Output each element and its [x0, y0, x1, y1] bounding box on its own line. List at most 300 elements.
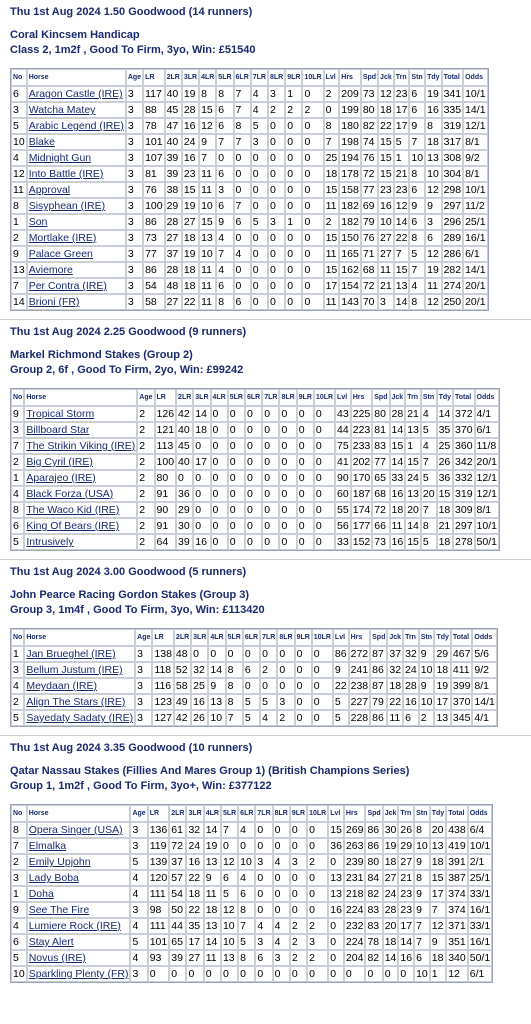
cell-total: 12: [446, 966, 468, 982]
cell-10lr: 0: [302, 246, 323, 262]
cell-6lr: 0: [245, 422, 262, 438]
table-row: [11, 822, 492, 838]
cell-spd: 68: [361, 262, 378, 278]
cell-tdy: 18: [437, 502, 453, 518]
cell-age: 3: [126, 278, 143, 294]
cell-hrs: 204: [345, 952, 364, 964]
cell-5lr: 7: [221, 822, 238, 838]
table-row: [11, 118, 488, 134]
cell-9lr: 0: [297, 502, 314, 518]
column-header-10lr: 10LR: [302, 69, 323, 86]
column-header-2lr: 2LR: [176, 389, 193, 406]
cell-7lr: 0: [251, 230, 268, 246]
cell-hrs: 225: [352, 408, 371, 420]
cell-10lr: 0: [307, 822, 328, 838]
cell-horse: [27, 182, 126, 198]
horse-link[interactable]: Meydaan (IRE): [26, 680, 97, 692]
cell-6lr: 7: [234, 134, 251, 150]
cell-tdy: 18: [430, 854, 446, 870]
race-title: Thu 1st Aug 2024 1.50 Goodwood (14 runners): [10, 6, 253, 18]
cell-9lr: 0: [297, 422, 314, 438]
cell-horse: [27, 246, 126, 262]
cell-7lr: 0: [260, 646, 277, 662]
cell-10lr: 0: [302, 230, 323, 246]
column-header-hrs: Hrs: [344, 805, 366, 822]
horse-link[interactable]: Watcha Matey: [28, 104, 96, 116]
horse-link[interactable]: Mortlake (IRE): [28, 232, 97, 244]
cell-spd: 68: [372, 486, 389, 502]
cell-4lr: 11: [199, 262, 216, 278]
table-row: [11, 646, 497, 662]
horse-link[interactable]: Sayedaty Sadaty (IRE): [26, 712, 134, 724]
cell-lr: 116: [152, 678, 174, 694]
cell-6lr: 7: [234, 102, 251, 118]
cell-spd: 86: [370, 662, 387, 678]
column-header-horse: Horse: [27, 69, 126, 86]
cell-6lr: 0: [234, 262, 251, 278]
cell-4lr: 0: [211, 438, 228, 454]
cell-spd: 79: [361, 214, 378, 230]
horse-link[interactable]: Son: [28, 216, 48, 228]
cell-horse: [24, 694, 135, 710]
column-header-odds: Odds: [463, 69, 487, 86]
cell-7lr: 0: [262, 534, 279, 550]
cell-2lr: 39: [165, 166, 182, 182]
cell-total: 332: [455, 472, 473, 484]
cell-6lr: 0: [245, 406, 262, 422]
cell-10lr: 0: [302, 118, 323, 134]
cell-4lr: 0: [211, 534, 228, 550]
cell-6lr: 10: [238, 854, 255, 870]
cell-9lr: 0: [290, 838, 307, 854]
column-header-lvl: Lvl: [333, 629, 349, 646]
column-header-lr: LR: [152, 629, 174, 646]
cell-spd: 86: [370, 710, 387, 726]
cell-lr: 86: [143, 262, 165, 278]
cell-9lr: 0: [285, 166, 302, 182]
cell-trn: 21: [400, 872, 413, 884]
cell-trn: 15: [395, 264, 408, 276]
cell-8lr: 0: [268, 166, 285, 182]
cell-stn: 4: [421, 406, 437, 422]
cell-7lr: 6: [255, 950, 272, 966]
cell-7lr: 0: [251, 198, 268, 214]
cell-lr: 0: [148, 966, 170, 982]
cell-8lr: 3: [277, 694, 294, 710]
column-header-8lr: 8LR: [273, 805, 290, 822]
cell-4lr: 12: [199, 118, 216, 134]
table-row: [11, 870, 492, 886]
horse-link[interactable]: Lady Boba: [28, 872, 79, 884]
cell-odds: 10/1: [469, 840, 491, 852]
cell-lvl: 8: [324, 118, 340, 134]
horse-link[interactable]: See The Fire: [28, 904, 90, 916]
cell-3lr: 19: [182, 198, 199, 214]
cell-7lr: 0: [255, 822, 272, 838]
cell-lvl: 2: [324, 214, 340, 230]
cell-spd: 77: [361, 182, 378, 198]
horse-link[interactable]: Blake: [28, 136, 55, 148]
cell-lvl: 25: [325, 152, 338, 164]
cell-5lr: 0: [228, 486, 245, 502]
cell-horse: [27, 870, 131, 886]
cell-jck: 16: [391, 536, 404, 548]
cell-8lr: 0: [268, 118, 285, 134]
cell-total: 250: [443, 296, 462, 308]
cell-stn: 6: [409, 182, 425, 198]
horse-link[interactable]: Opera Singer (USA): [28, 824, 123, 836]
cell-jck: 14: [391, 424, 404, 436]
cell-9lr: 0: [285, 230, 302, 246]
cell-2lr: 50: [169, 902, 186, 918]
cell-hrs: 223: [352, 424, 371, 436]
cell-jck: 22: [389, 696, 402, 708]
column-header-no: No: [11, 389, 24, 406]
cell-10lr: 3: [307, 934, 328, 950]
cell-lvl: 16: [330, 904, 342, 916]
cell-3lr: 19: [182, 246, 199, 262]
cell-jck: 14: [391, 456, 404, 468]
cell-odds: 8/1: [463, 134, 487, 150]
cell-lvl: 11: [324, 198, 340, 214]
cell-7lr: 4: [260, 710, 277, 726]
cell-5lr: 3: [216, 182, 233, 198]
cell-hrs: 178: [341, 168, 359, 180]
cell-no: 3: [11, 422, 24, 438]
cell-stn: 8: [409, 166, 425, 182]
cell-10lr: 0: [302, 294, 323, 310]
cell-4lr: 0: [211, 518, 228, 534]
cell-spd: 82: [365, 950, 382, 966]
cell-no: 6: [11, 934, 27, 950]
cell-stn: 8: [414, 870, 430, 886]
cell-age: 3: [135, 710, 152, 726]
horse-link[interactable]: Lumiere Rock (IRE): [28, 920, 121, 932]
cell-age: 3: [126, 118, 143, 134]
cell-tdy: 19: [425, 262, 441, 278]
horse-link[interactable]: The Waco Kid (IRE): [26, 504, 120, 516]
cell-tdy: 14: [437, 406, 453, 422]
cell-hrs: 162: [341, 264, 359, 276]
cell-lr: 127: [154, 712, 172, 724]
column-header-lvl: Lvl: [328, 805, 344, 822]
column-header-10lr: 10LR: [307, 805, 328, 822]
horse-link[interactable]: Sparkling Plenty (FR): [28, 968, 129, 980]
cell-jck: 14: [384, 952, 397, 964]
cell-horse: [27, 294, 126, 310]
cell-4lr: 11: [199, 166, 216, 182]
cell-8lr: 0: [279, 438, 296, 454]
cell-lr: 64: [155, 534, 177, 550]
cell-trn: 27: [400, 856, 413, 868]
horse-link[interactable]: Per Contra (IRE): [28, 280, 107, 292]
cell-spd: 83: [365, 918, 382, 934]
cell-horse: [27, 902, 131, 918]
cell-9lr: 0: [297, 518, 314, 534]
cell-trn: 26: [400, 824, 413, 836]
cell-no: 4: [11, 918, 27, 934]
cell-jck: 0: [383, 966, 399, 982]
cell-spd: 66: [372, 518, 389, 534]
race-section: [0, 559, 531, 727]
cell-8lr: 0: [279, 534, 296, 550]
cell-10lr: 2: [307, 854, 328, 870]
horse-link[interactable]: The Strikin Viking (IRE): [26, 440, 136, 452]
column-header-lr: LR: [148, 805, 170, 822]
cell-horse: [24, 646, 135, 662]
cell-odds: 6/4: [468, 822, 492, 838]
column-header-stn: Stn: [421, 389, 437, 406]
cell-lvl: 5: [333, 694, 349, 710]
cell-spd: 69: [361, 198, 378, 214]
column-header-7lr: 7LR: [262, 389, 279, 406]
cell-hrs: 199: [341, 104, 359, 116]
horse-link[interactable]: Palace Green: [28, 248, 93, 260]
cell-age: 3: [126, 198, 143, 214]
cell-7lr: 0: [262, 486, 279, 502]
cell-total: 278: [455, 536, 473, 548]
cell-stn: 9: [409, 198, 425, 214]
cell-stn: 4: [421, 438, 437, 454]
horse-link[interactable]: Black Forza (USA): [26, 488, 114, 500]
cell-stn: 10: [420, 664, 433, 676]
cell-6lr: 0: [245, 438, 262, 454]
cell-odds: 8/1: [463, 166, 487, 182]
cell-6lr: 0: [245, 534, 262, 550]
column-header-jck: Jck: [390, 389, 406, 406]
cell-hrs: 232: [345, 920, 364, 932]
cell-odds: 2/1: [468, 854, 492, 870]
cell-5lr: 10: [221, 934, 238, 950]
cell-3lr: 24: [186, 838, 203, 854]
cell-9lr: 0: [295, 646, 312, 662]
cell-odds: 9/2: [463, 150, 487, 166]
cell-lr: 111: [148, 918, 170, 934]
cell-tdy: 13: [434, 710, 450, 726]
cell-5lr: 0: [228, 502, 245, 518]
cell-3lr: 0: [193, 518, 210, 534]
cell-5lr: 0: [216, 150, 233, 166]
column-header-tdy: Tdy: [434, 629, 450, 646]
column-header-total: Total: [453, 389, 475, 406]
column-header-total: Total: [442, 69, 464, 86]
cell-6lr: 0: [234, 166, 251, 182]
cell-age: 3: [126, 150, 143, 166]
cell-tdy: 6: [425, 230, 441, 246]
horse-link[interactable]: Sisyphean (IRE): [28, 200, 106, 212]
horse-link[interactable]: Tropical Storm: [26, 408, 95, 420]
cell-7lr: 0: [262, 406, 279, 422]
cell-3lr: 26: [191, 710, 208, 726]
cell-hrs: 209: [341, 88, 359, 100]
cell-odds: 33/1: [469, 920, 491, 932]
column-header-3lr: 3LR: [191, 629, 208, 646]
cell-odds: 25/1: [465, 216, 486, 228]
cell-jck: 27: [380, 248, 392, 260]
cell-4lr: 13: [208, 694, 225, 710]
cell-3lr: 35: [186, 918, 203, 934]
cell-no: 1: [11, 886, 27, 902]
cell-5lr: 8: [216, 294, 233, 310]
table-row: [11, 102, 488, 118]
cell-2lr: 54: [169, 886, 186, 902]
table-row: [11, 950, 492, 966]
horse-link[interactable]: Brioni (FR): [28, 296, 80, 308]
cell-5lr: 8: [226, 678, 243, 694]
cell-10lr: 2: [307, 918, 328, 934]
cell-tdy: 17: [430, 886, 446, 902]
table-row: [11, 886, 492, 902]
column-header-stn: Stn: [419, 629, 435, 646]
cell-5lr: 9: [216, 214, 233, 230]
cell-total: 374: [448, 888, 466, 900]
cell-age: 5: [130, 934, 147, 950]
cell-no: 2: [11, 854, 27, 870]
cell-trn: 12: [395, 200, 408, 212]
cell-lvl: 15: [325, 184, 338, 196]
cell-stn: 6: [409, 86, 425, 102]
horse-link[interactable]: Big Cyril (IRE): [26, 456, 93, 468]
column-header-trn: Trn: [394, 69, 410, 86]
cell-tdy: 9: [425, 198, 441, 214]
cell-9lr: 0: [285, 198, 302, 214]
cell-4lr: 15: [199, 214, 216, 230]
cell-2lr: 40: [176, 454, 193, 470]
cell-spd: 0: [365, 966, 382, 982]
cell-hrs: 180: [341, 120, 359, 132]
horse-link[interactable]: Novus (IRE): [28, 952, 86, 964]
cell-no: 4: [11, 486, 24, 502]
cell-odds: 6/1: [475, 422, 499, 438]
table-row: [11, 966, 492, 982]
cell-hrs: 218: [345, 888, 364, 900]
cell-hrs: 241: [350, 664, 369, 676]
horse-link[interactable]: Bellum Justum (IRE): [26, 664, 123, 676]
cell-6lr: 8: [234, 118, 251, 134]
cell-age: 3: [126, 134, 143, 150]
cell-lvl: 0: [328, 854, 344, 870]
cell-jck: 16: [391, 488, 404, 500]
cell-spd: 73: [372, 534, 389, 550]
cell-jck: 11: [390, 518, 406, 534]
cell-trn: 21: [407, 408, 419, 420]
cell-9lr: 0: [285, 118, 302, 134]
cell-age: 5: [130, 854, 147, 870]
horse-link[interactable]: Aragon Castle (IRE): [28, 88, 123, 100]
cell-7lr: 0: [255, 870, 272, 886]
cell-tdy: 25: [437, 438, 453, 454]
cell-lr: 90: [155, 502, 177, 518]
horse-link[interactable]: Billboard Star: [26, 424, 90, 436]
column-header-jck: Jck: [387, 629, 403, 646]
horse-link[interactable]: Aparajeo (IRE): [26, 472, 96, 484]
horse-link[interactable]: King Of Bears (IRE): [26, 520, 120, 532]
cell-tdy: 10: [425, 166, 441, 182]
cell-trn: 14: [407, 520, 419, 532]
cell-jck: 27: [380, 232, 392, 244]
cell-horse: [24, 406, 137, 422]
cell-10lr: 0: [302, 150, 323, 166]
cell-7lr: 5: [251, 118, 268, 134]
cell-2lr: 57: [169, 870, 186, 886]
cell-9lr: 0: [290, 870, 307, 886]
column-header-spd: Spd: [361, 69, 378, 86]
horse-link[interactable]: Jan Brueghel (IRE): [26, 648, 116, 660]
race-name: John Pearce Racing Gordon Stakes (Group 3): [10, 589, 249, 601]
cell-8lr: 0: [268, 294, 285, 310]
cell-jck: 12: [380, 88, 392, 100]
horse-link[interactable]: Into Battle (IRE): [28, 168, 104, 180]
cell-4lr: 9: [199, 134, 216, 150]
cell-tdy: 19: [434, 678, 450, 694]
cell-jck: 11: [387, 710, 403, 726]
cell-2lr: 29: [176, 502, 193, 518]
cell-spd: 73: [361, 86, 378, 102]
cell-lr: 101: [149, 936, 168, 948]
cell-lr: 119: [148, 838, 170, 854]
cell-9lr: 0: [285, 294, 302, 310]
cell-total: 372: [455, 408, 473, 420]
cell-5lr: 10: [221, 918, 238, 934]
cell-no: 7: [11, 438, 24, 454]
horse-link[interactable]: Approval: [28, 184, 71, 196]
horse-link[interactable]: Intrusively: [26, 536, 74, 548]
cell-10lr: 0: [314, 534, 335, 550]
cell-horse: [27, 918, 131, 934]
cell-jck: 15: [380, 136, 392, 148]
cell-spd: 83: [372, 438, 389, 454]
cell-jck: 22: [380, 120, 392, 132]
cell-10lr: 0: [302, 182, 323, 198]
cell-lr: 111: [148, 886, 170, 902]
horse-link[interactable]: Aviemore: [28, 264, 73, 276]
cell-hrs: 182: [341, 200, 359, 212]
cell-lvl: 33: [337, 536, 349, 548]
cell-no: 1: [11, 646, 24, 662]
cell-horse: [27, 214, 126, 230]
table-row: [11, 438, 499, 454]
cell-2lr: 27: [165, 294, 182, 310]
cell-3lr: 23: [182, 166, 199, 182]
horse-link[interactable]: Align The Stars (IRE): [26, 696, 126, 708]
cell-jck: 16: [380, 200, 392, 212]
cell-spd: 74: [361, 134, 378, 150]
horse-link[interactable]: Midnight Gun: [28, 152, 92, 164]
cell-5lr: 0: [228, 518, 245, 534]
cell-no: 6: [11, 518, 24, 534]
cell-no: 5: [11, 950, 27, 966]
cell-8lr: 3: [273, 950, 290, 966]
cell-4lr: 18: [204, 902, 221, 918]
cell-6lr: 6: [234, 214, 251, 230]
horse-link[interactable]: Stay Alert: [28, 936, 74, 948]
horse-link[interactable]: Emily Upjohn: [28, 856, 91, 868]
column-header-5lr: 5LR: [221, 805, 238, 822]
cell-trn: 23: [395, 88, 408, 100]
cell-10lr: 0: [314, 454, 335, 470]
cell-hrs: 198: [341, 136, 359, 148]
table-row: [11, 134, 488, 150]
cell-stn: 7: [414, 918, 430, 934]
cell-5lr: 4: [216, 262, 233, 278]
horse-link[interactable]: Arabic Legend (IRE): [28, 120, 124, 132]
cell-7lr: 3: [251, 134, 268, 150]
horse-link[interactable]: Doha: [28, 888, 54, 900]
cell-6lr: 0: [245, 470, 262, 486]
horse-link[interactable]: Elmalka: [28, 840, 67, 852]
column-header-trn: Trn: [398, 805, 414, 822]
cell-spd: 82: [365, 886, 382, 902]
